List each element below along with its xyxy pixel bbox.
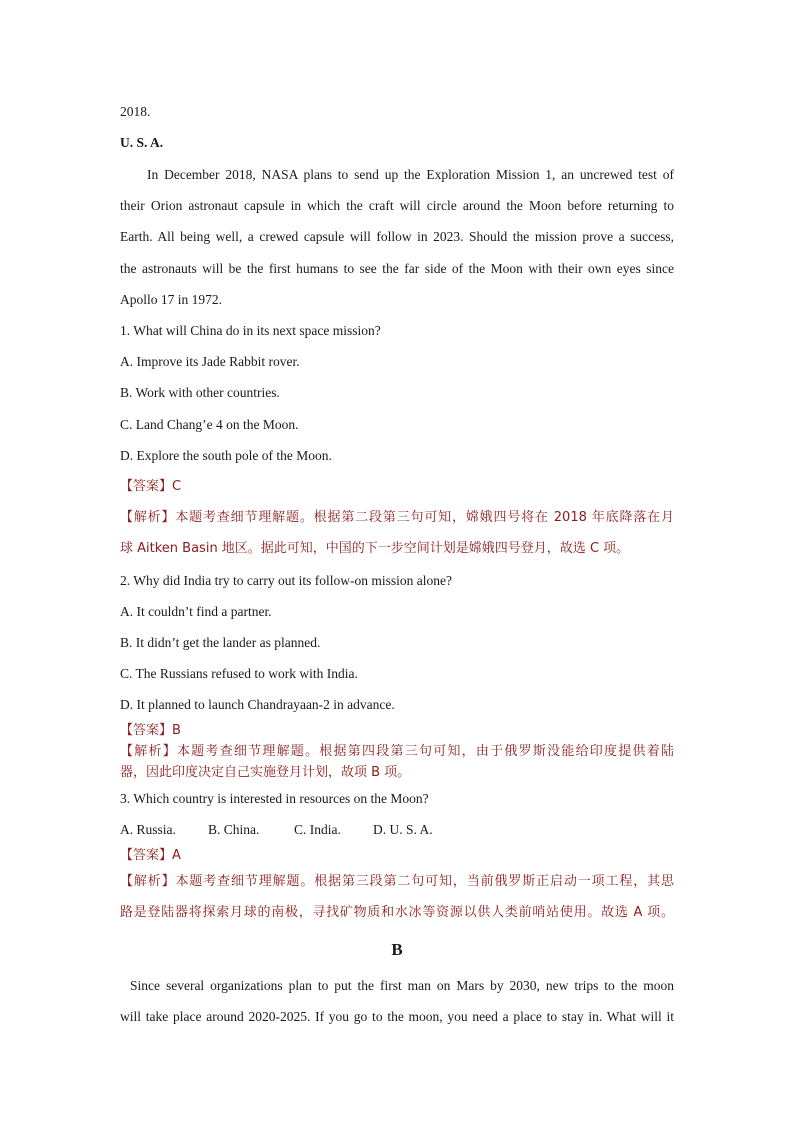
q3-analysis-line: 【解析】本题考查细节理解题。根据第三段第二句可知，当前俄罗斯正启动一项工程，其思 <box>120 874 674 889</box>
question-3: 3. Which country is interested in resources on the Moon? <box>120 791 429 806</box>
usa-paragraph-line: Earth. All being well, a crewed capsule will follow in 2023. Should the mission prove a success, <box>120 229 674 244</box>
q2-option-a: A. It couldn’t find a partner. <box>120 604 272 619</box>
q1-option-b: B. Work with other countries. <box>120 385 280 400</box>
usa-paragraph-line: Apollo 17 in 1972. <box>120 292 223 307</box>
usa-heading: U. S. A. <box>120 135 164 150</box>
section-b-line: Since several organizations plan to put the first man on Mars by 2030, new trips to the moon <box>130 978 674 993</box>
question-2: 2. Why did India try to carry out its follow-on mission alone? <box>120 573 452 588</box>
q3-option-d: D. U. S. A. <box>373 822 433 837</box>
q2-analysis-line: 【解析】本题考查细节理解题。根据第四段第三句可知，由于俄罗斯没能给印度提供着陆 <box>120 744 674 759</box>
usa-paragraph-line: In December 2018, NASA plans to send up the Exploration Mission 1, an uncrewed test of <box>147 167 674 182</box>
q1-option-a: A. Improve its Jade Rabbit rover. <box>120 354 300 369</box>
q3-option-c: C. India. <box>294 822 341 837</box>
q2-option-c: C. The Russians refused to work with India. <box>120 666 358 681</box>
q1-answer: 【答案】C <box>120 479 182 494</box>
q2-answer: 【答案】B <box>120 723 181 738</box>
q1-analysis-line: 【解析】本题考查细节理解题。根据第二段第三句可知，嫦娥四号将在 2018 年底降落在月 <box>120 510 674 525</box>
question-1: 1. What will China do in its next space mission? <box>120 323 381 338</box>
usa-paragraph-line: the astronauts will be the first humans to see the far side of the Moon with their own eyes since <box>120 261 674 276</box>
q3-answer: 【答案】A <box>120 848 181 863</box>
q3-option-b: B. China. <box>208 822 260 837</box>
q2-option-d: D. It planned to launch Chandrayaan-2 in advance. <box>120 697 395 712</box>
q3-options <box>120 821 674 839</box>
section-b-line: will take place around 2020-2025. If you go to the moon, you need a place to stay in. What will it <box>120 1009 674 1024</box>
q1-option-c: C. Land Chang’e 4 on the Moon. <box>120 417 299 432</box>
q2-analysis-line: 器，因此印度决定自己实施登月计划，故项 B 项。 <box>120 765 411 780</box>
section-b-heading: B <box>391 940 403 959</box>
q3-analysis-line: 路是登陆器将探索月球的南极，寻找矿物质和水冰等资源以供人类前哨站使用。故选 A 项。 <box>120 905 674 920</box>
q3-option-a: A. Russia. <box>120 822 176 837</box>
year-line: 2018. <box>120 104 151 119</box>
q1-analysis-line: 球 Aitken Basin 地区。据此可知，中国的下一步空间计划是嫦娥四号登月，故选 C 项。 <box>120 541 630 556</box>
q1-option-d: D. Explore the south pole of the Moon. <box>120 448 332 463</box>
usa-paragraph-line: their Orion astronaut capsule in which the craft will circle around the Moon before returning to <box>120 198 674 213</box>
q2-option-b: B. It didn’t get the lander as planned. <box>120 635 321 650</box>
